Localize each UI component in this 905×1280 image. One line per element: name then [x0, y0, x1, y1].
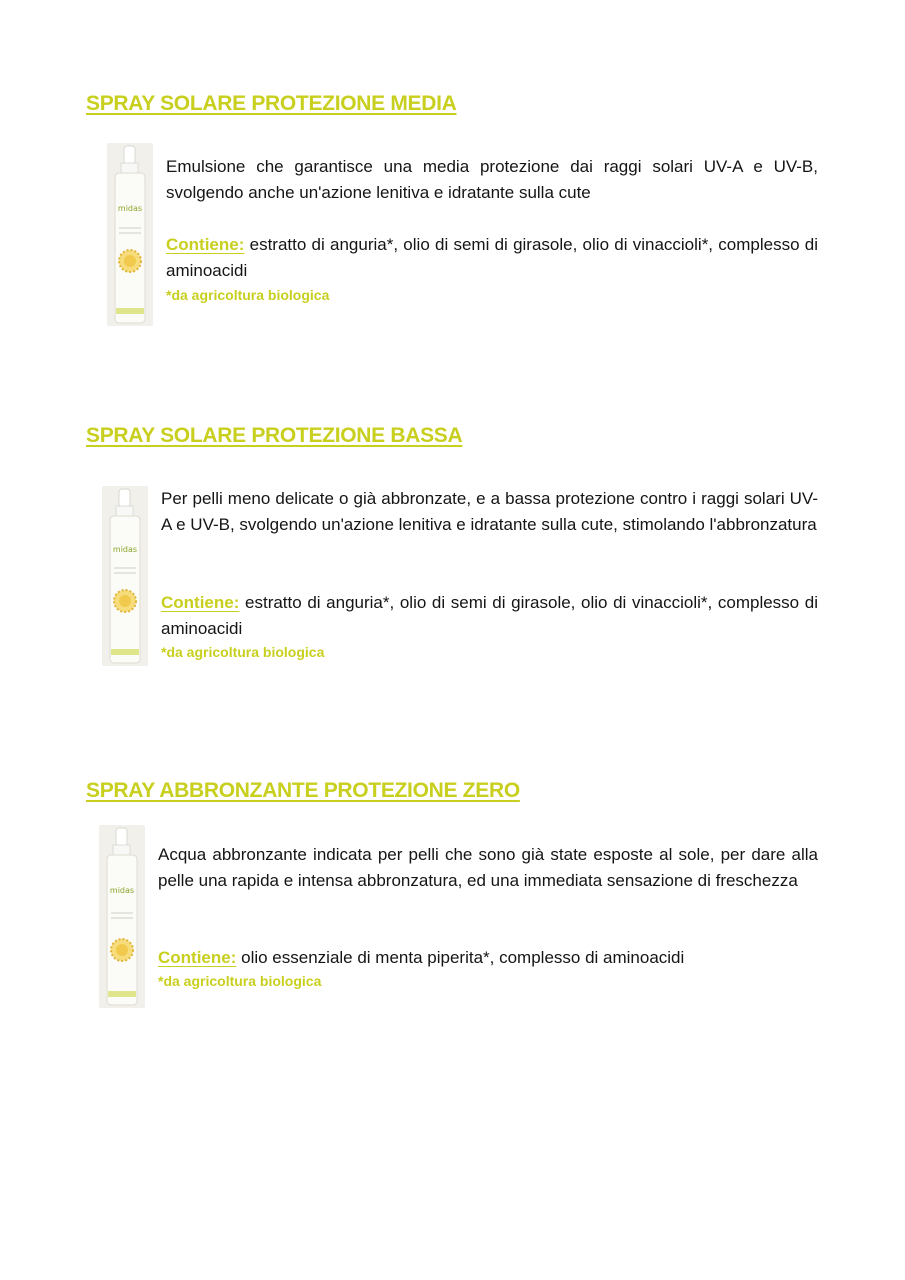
organic-note: *da agricoltura biologica: [161, 644, 325, 660]
contains-label: Contiene:: [166, 235, 245, 254]
product-description: Emulsione che garantisce una media protezione dai raggi solari UV-A e UV-B, svolgendo anche un'azione lenitiva e idratante sulla cute: [166, 157, 818, 202]
product-description: Per pelli meno delicate o già abbronzate, e a bassa protezione contro i raggi solari UV-A e UV-B, svolgendo un'azione lenitiva e idratante sulla cute, stimolando l'abbronzatura: [161, 489, 818, 534]
ingredients-text: estratto di anguria*, olio di semi di girasole, olio di vinaccioli*, complesso di aminoacidi: [166, 235, 818, 280]
contains-label: Contiene:: [158, 948, 237, 967]
product-title: SPRAY SOLARE PROTEZIONE MEDIA: [86, 92, 457, 115]
svg-text:midas: midas: [112, 545, 138, 554]
product-description: Acqua abbronzante indicata per pelli che sono già state esposte al sole, per dare alla pelle una rapida e intensa abbronzatura, ed una immediata sensazione di freschezza: [158, 845, 818, 890]
svg-text:midas: midas: [109, 886, 135, 895]
product-title: SPRAY SOLARE PROTEZIONE BASSA: [86, 424, 463, 447]
ingredients-text: estratto di anguria*, olio di semi di girasole, olio di vinaccioli*, complesso di aminoacidi: [161, 593, 818, 638]
organic-note: *da agricoltura biologica: [166, 287, 330, 303]
spray-bottle-icon: [99, 825, 145, 1008]
organic-note: *da agricoltura biologica: [158, 973, 322, 989]
spray-bottle-icon: [107, 143, 153, 326]
ingredients-text: olio essenziale di menta piperita*, complesso di aminoacidi: [236, 948, 685, 967]
product-image: [107, 143, 153, 326]
contains-label: Contiene:: [161, 593, 240, 612]
product-title: SPRAY ABBRONZANTE PROTEZIONE ZERO: [86, 779, 520, 802]
spray-bottle-icon: [102, 486, 148, 666]
ingredients: [158, 945, 818, 971]
product-image: [99, 825, 145, 1008]
svg-text:midas: midas: [117, 204, 143, 213]
ingredients: [161, 590, 818, 642]
product-image: [102, 486, 148, 666]
ingredients: [166, 232, 818, 284]
